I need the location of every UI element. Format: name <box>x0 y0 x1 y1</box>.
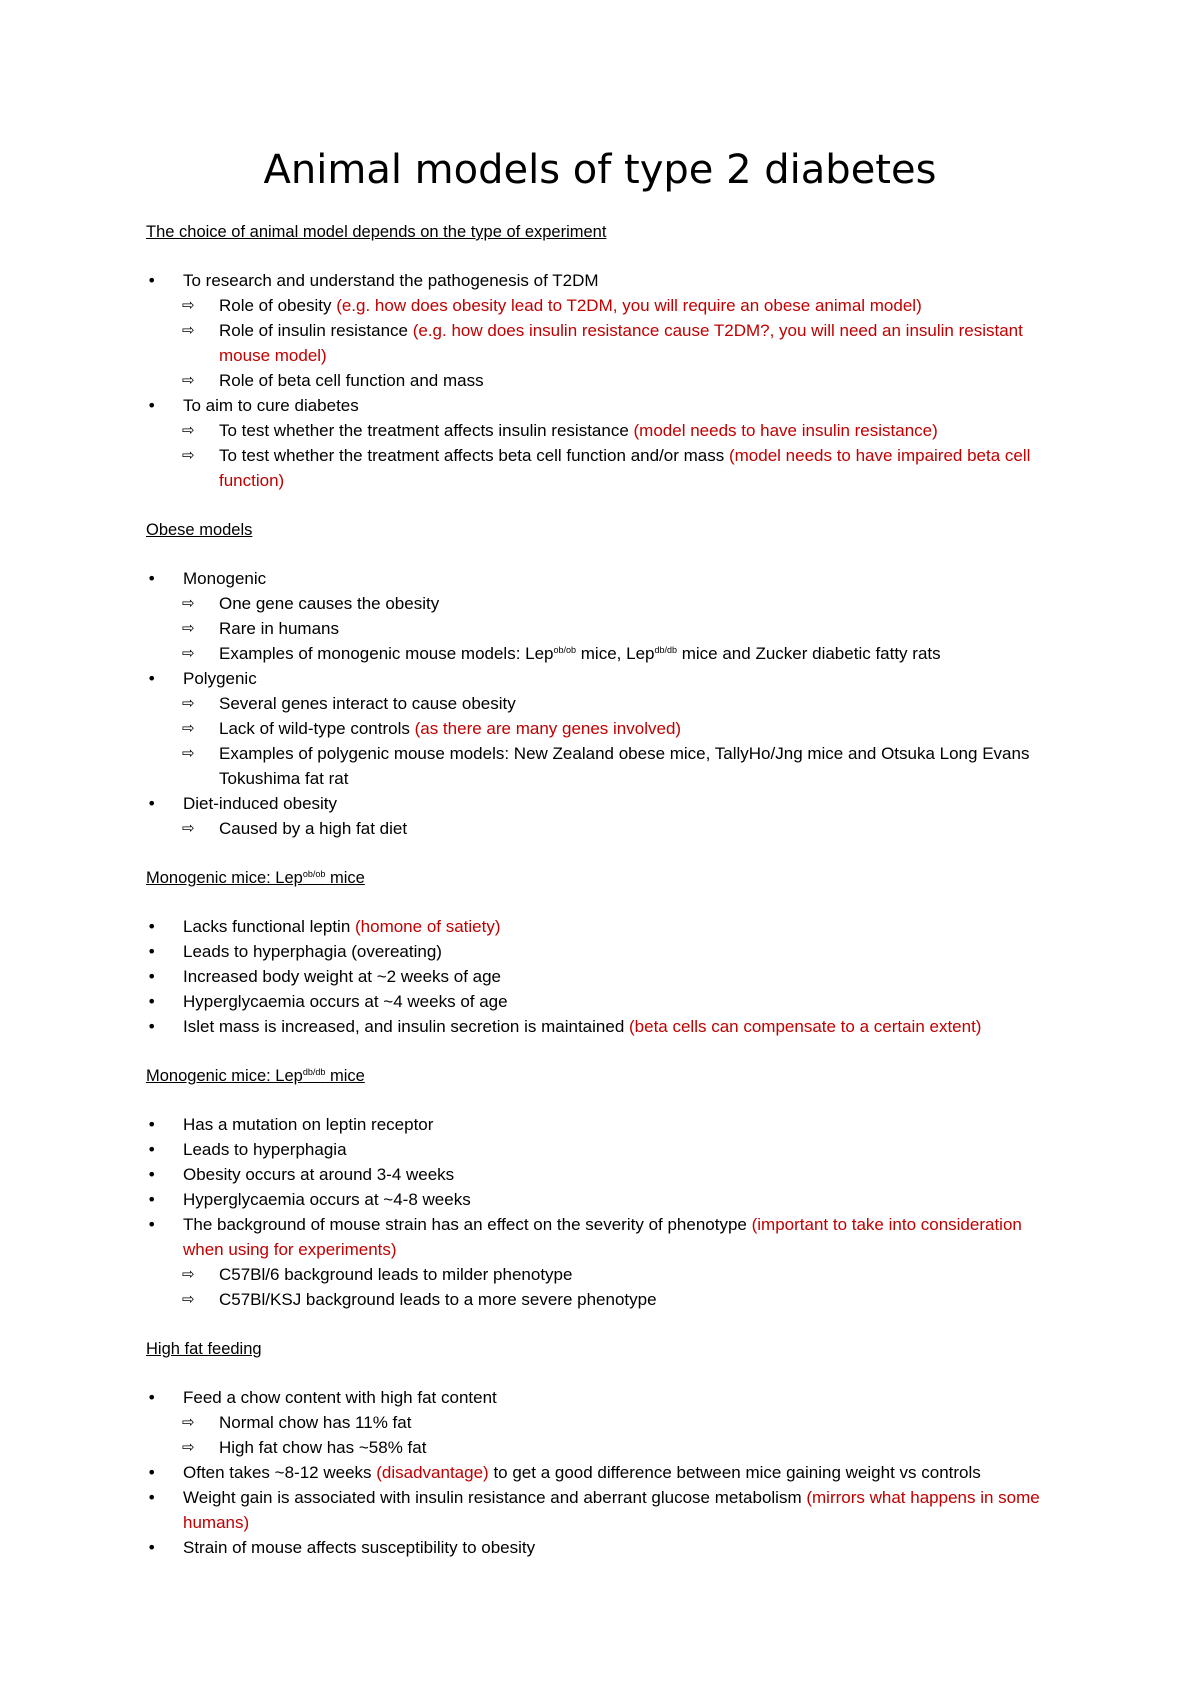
heading-text: mice <box>325 1067 365 1085</box>
heading-text: mice <box>325 869 365 887</box>
arrow-marker-icon: ⇨ <box>182 371 195 389</box>
list-item <box>147 1535 1063 1560</box>
item-text: Examples of polygenic mouse models: New Zealand obese mice, TallyHo/Jng mice and Otsuka Long Evans Tokushima fat rat <box>219 744 1030 788</box>
item-text: Obesity occurs at around 3-4 weeks <box>183 1165 455 1184</box>
item-note: (model needs to have insulin resistance) <box>633 421 938 440</box>
list-item <box>182 293 1059 318</box>
bullet-marker: • <box>147 569 157 588</box>
list-item <box>147 1014 1063 1039</box>
arrow-marker-icon: ⇨ <box>182 694 195 712</box>
list-item <box>147 791 1063 816</box>
section-heading-choice-of-model: The choice of animal model depends on the type of experiment <box>146 223 607 241</box>
bullet-marker: • <box>147 396 157 415</box>
list-item <box>147 1187 1063 1212</box>
arrow-marker-icon: ⇨ <box>182 644 195 662</box>
bullet-marker: • <box>147 917 157 936</box>
item-text: The background of mouse strain has an effect on the severity of phenotype <box>183 1215 752 1234</box>
list-item <box>147 1485 1063 1535</box>
arrow-marker-icon: ⇨ <box>182 619 195 637</box>
bullet-marker: • <box>147 992 157 1011</box>
list-item <box>182 616 1059 641</box>
superscript: ob/ob <box>302 869 326 879</box>
item-text: To research and understand the pathogenesis of T2DM <box>183 271 599 290</box>
arrow-marker-icon: ⇨ <box>182 1290 195 1308</box>
item-text: Feed a chow content with high fat content <box>183 1388 497 1407</box>
list-item <box>147 1460 1063 1485</box>
list-item <box>147 964 1063 989</box>
list-item <box>147 268 1063 293</box>
item-text: To test whether the treatment affects insulin resistance <box>219 421 634 440</box>
item-text: Role of obesity <box>219 296 337 315</box>
bullet-marker: • <box>147 1463 157 1482</box>
arrow-marker-icon: ⇨ <box>182 594 195 612</box>
list-item <box>147 1385 1063 1410</box>
list-item <box>182 1410 1059 1435</box>
item-note: (model needs to have impaired beta cell function) <box>219 446 1031 490</box>
item-note: (mirrors what happens in some humans) <box>183 1488 1040 1532</box>
item-text: Normal chow has 11% fat <box>219 1413 412 1432</box>
list-item <box>182 1262 1059 1287</box>
section-heading-lep-ob-ob <box>146 867 365 889</box>
list-item <box>147 566 1063 591</box>
list-item <box>182 368 1059 393</box>
item-note: (e.g. how does obesity lead to T2DM, you will require an obese animal model) <box>336 296 922 315</box>
item-text: Caused by a high fat diet <box>219 819 408 838</box>
bullet-marker: • <box>147 1388 157 1407</box>
list-item <box>182 318 1059 368</box>
list-item <box>147 393 1063 418</box>
item-text: Lack of wild-type controls <box>219 719 415 738</box>
item-note: (homone of satiety) <box>355 917 501 936</box>
item-text: Role of beta cell function and mass <box>219 371 484 390</box>
item-text: Islet mass is increased, and insulin secretion is maintained <box>183 1017 629 1036</box>
list-item <box>182 591 1059 616</box>
item-text: Increased body weight at ~2 weeks of age <box>183 967 502 986</box>
superscript: db/db <box>302 1067 326 1077</box>
bullet-marker: • <box>147 1165 157 1184</box>
arrow-marker-icon: ⇨ <box>182 819 195 837</box>
bullet-marker: • <box>147 1017 157 1036</box>
item-text: Lacks functional leptin <box>183 917 355 936</box>
bullet-marker: • <box>147 1115 157 1134</box>
heading-text: Monogenic mice: Lep <box>146 1067 303 1085</box>
item-text: mice and Zucker diabetic fatty rats <box>677 644 941 663</box>
bullet-marker: • <box>147 1190 157 1209</box>
list-item <box>182 1287 1059 1312</box>
item-note: (as there are many genes involved) <box>414 719 682 738</box>
list-item <box>182 1435 1059 1460</box>
item-text: Rare in humans <box>219 619 340 638</box>
item-text: Weight gain is associated with insulin resistance and aberrant glucose metabolism <box>183 1488 807 1507</box>
arrow-marker-icon: ⇨ <box>182 1265 195 1283</box>
list-item <box>147 914 1063 939</box>
item-text: Monogenic <box>183 569 267 588</box>
item-text: Often takes ~8-12 weeks <box>183 1463 377 1482</box>
list-item <box>147 666 1063 691</box>
arrow-marker-icon: ⇨ <box>182 446 195 464</box>
item-text: C57Bl/KSJ background leads to a more severe phenotype <box>219 1290 657 1309</box>
list-item <box>182 443 1059 493</box>
list-item <box>147 1212 1063 1262</box>
list-item <box>182 641 1059 666</box>
section-heading-obese-models: Obese models <box>146 521 253 539</box>
bullet-marker: • <box>147 669 157 688</box>
item-text: Leads to hyperphagia (overeating) <box>183 942 442 961</box>
arrow-marker-icon: ⇨ <box>182 719 195 737</box>
arrow-marker-icon: ⇨ <box>182 744 195 762</box>
list-item <box>147 1112 1063 1137</box>
item-text: High fat chow has ~58% fat <box>219 1438 427 1457</box>
bullet-marker: • <box>147 1140 157 1159</box>
bullet-marker: • <box>147 1538 157 1557</box>
item-text: Examples of monogenic mouse models: Lep <box>219 644 554 663</box>
list-item <box>147 1162 1063 1187</box>
heading-text: Monogenic mice: Lep <box>146 869 303 887</box>
item-note: (disadvantage) <box>376 1463 489 1482</box>
list-item <box>182 716 1059 741</box>
section-heading-lep-db-db <box>146 1065 365 1087</box>
list-item <box>182 418 1059 443</box>
item-text: Has a mutation on leptin receptor <box>183 1115 434 1134</box>
bullet-marker: • <box>147 967 157 986</box>
list-item <box>147 939 1063 964</box>
arrow-marker-icon: ⇨ <box>182 321 195 339</box>
item-text: One gene causes the obesity <box>219 594 440 613</box>
bullet-marker: • <box>147 1215 157 1234</box>
list-item <box>182 691 1059 716</box>
arrow-marker-icon: ⇨ <box>182 1413 195 1431</box>
superscript: db/db <box>654 645 678 655</box>
list-item <box>147 1137 1063 1162</box>
item-note: (beta cells can compensate to a certain extent) <box>629 1017 982 1036</box>
bullet-marker: • <box>147 1488 157 1507</box>
item-text: Hyperglycaemia occurs at ~4 weeks of age <box>183 992 508 1011</box>
list-item <box>147 989 1063 1014</box>
list-item <box>182 816 1059 841</box>
item-text: Role of insulin resistance <box>219 321 413 340</box>
document-title: Animal models of type 2 diabetes <box>263 147 937 193</box>
item-text: Hyperglycaemia occurs at ~4-8 weeks <box>183 1190 471 1209</box>
arrow-marker-icon: ⇨ <box>182 1438 195 1456</box>
item-text: C57Bl/6 background leads to milder phenotype <box>219 1265 573 1284</box>
item-text: Strain of mouse affects susceptibility to obesity <box>183 1538 536 1557</box>
list-item <box>182 741 1059 791</box>
item-text: To test whether the treatment affects beta cell function and/or mass <box>219 446 729 465</box>
item-note: (important to take into consideration when using for experiments) <box>183 1215 1022 1259</box>
item-text: Several genes interact to cause obesity <box>219 694 516 713</box>
bullet-marker: • <box>147 942 157 961</box>
item-text: Diet-induced obesity <box>183 794 338 813</box>
item-text: to get a good difference between mice gaining weight vs controls <box>488 1463 981 1482</box>
item-text: mice, Lep <box>576 644 655 663</box>
superscript: ob/ob <box>553 645 577 655</box>
item-text: Polygenic <box>183 669 257 688</box>
item-note: (e.g. how does insulin resistance cause T2DM?, you will need an insulin resistant mouse model) <box>219 321 1023 365</box>
item-text: To aim to cure diabetes <box>183 396 359 415</box>
arrow-marker-icon: ⇨ <box>182 421 195 439</box>
arrow-marker-icon: ⇨ <box>182 296 195 314</box>
section-heading-high-fat-feeding: High fat feeding <box>146 1340 262 1358</box>
item-text: Leads to hyperphagia <box>183 1140 347 1159</box>
bullet-marker: • <box>147 794 157 813</box>
bullet-marker: • <box>147 271 157 290</box>
